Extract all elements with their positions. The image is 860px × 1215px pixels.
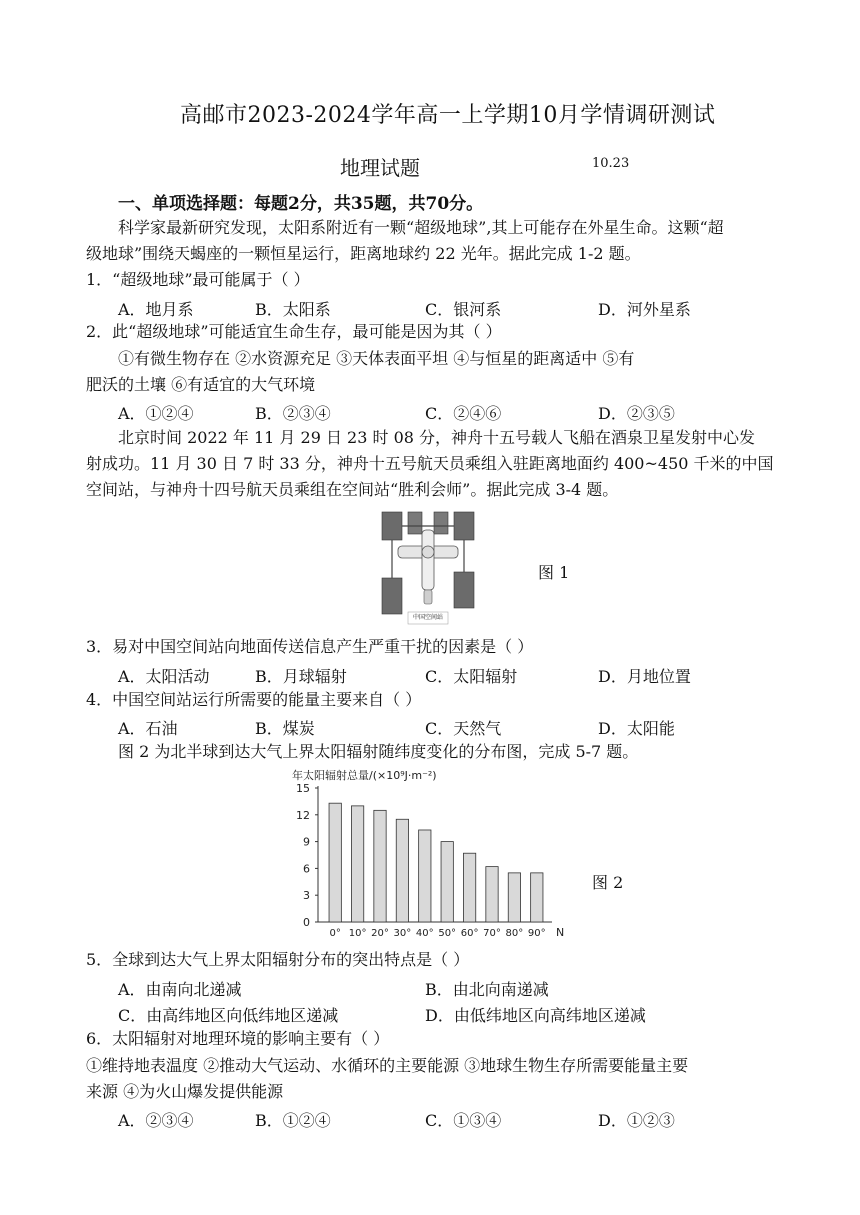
- chart-bar: [508, 873, 520, 922]
- chart-bar: [486, 867, 498, 922]
- question-2-items-line-1: ①有微生物存在 ②水资源充足 ③天体表面平坦 ④与恒星的距离适中 ⑤有: [118, 349, 635, 368]
- question-6-items-line-1: ①维持地表温度 ②推动大气运动、水循环的主要能源 ③地球生物生存所需要能量主要: [86, 1056, 689, 1075]
- chart-bar: [463, 853, 475, 922]
- question-5-option-c: C．由高纬地区向低纬地区递减: [118, 1006, 339, 1025]
- passage-2-line-2: 射成功。11 月 30 日 7 时 33 分，神舟十五号航天员乘组入驻距离地面约 400~450 千米的中国: [86, 454, 774, 473]
- figure-1-caption: 图 1: [538, 563, 570, 582]
- question-1-option-c: C．银河系: [425, 300, 502, 319]
- question-2-items-line-2: 肥沃的土壤 ⑥有适宜的大气环境: [86, 375, 316, 394]
- question-2-option-d: D．②③⑤: [598, 404, 675, 423]
- chart-y-axis-label: 年太阳辐射总量/(×10⁹J·m⁻²): [292, 769, 437, 782]
- question-1-option-a: A．地月系: [118, 300, 194, 319]
- question-6-option-d: D．①②③: [598, 1111, 675, 1130]
- chart-plot-area: [296, 782, 564, 939]
- question-1-stem: 1．“超级地球”最可能属于（ ）: [86, 270, 310, 289]
- space-station-image: [378, 508, 478, 628]
- question-3-option-b: B．月球辐射: [255, 667, 347, 686]
- passage-2-line-3: 空间站，与神舟十四号航天员乘组在空间站“胜利会师”。据此完成 3-4 题。: [86, 480, 619, 499]
- chart-x-tick-label: 10°: [348, 928, 367, 939]
- question-3-stem: 3．易对中国空间站向地面传送信息产生严重干扰的因素是（ ）: [86, 637, 534, 656]
- figure-2-caption: 图 2: [592, 873, 624, 892]
- question-3-option-a: A．太阳活动: [118, 667, 210, 686]
- question-6-items-line-2: 来源 ④为火山爆发提供能源: [86, 1082, 284, 1101]
- chart-x-tick-label: 40°: [415, 928, 434, 939]
- chart-y-tick-label: 15: [296, 782, 310, 795]
- question-2-option-a: A．①②④: [118, 404, 194, 423]
- solar-radiation-chart: [288, 764, 568, 944]
- chart-y-tick-label: 0: [303, 916, 310, 929]
- question-5-stem: 5．全球到达大气上界太阳辐射分布的突出特点是（ ）: [86, 950, 470, 969]
- question-4-stem: 4．中国空间站运行所需要的能量主要来自（ ）: [86, 690, 422, 709]
- chart-x-tick-label: 90°: [527, 928, 546, 939]
- question-4-option-a: A．石油: [118, 719, 178, 738]
- section-heading: 一、单项选择题：每题2分，共35题，共70分。: [118, 194, 484, 214]
- question-5-option-a: A．由南向北递减: [118, 980, 242, 999]
- question-3-option-d: D．月地位置: [598, 667, 691, 686]
- chart-x-tick-label: 80°: [505, 928, 524, 939]
- exam-subtitle: 地理试题: [340, 156, 420, 180]
- chart-x-tick-label: 20°: [371, 928, 389, 939]
- chart-bar: [351, 806, 363, 922]
- exam-title: 高邮市2023-2024学年高一上学期10月学情调研测试: [180, 103, 716, 128]
- passage-1-line-1: 科学家最新研究发现，太阳系附近有一颗“超级地球”,其上可能存在外星生命。这颗“超: [118, 218, 724, 237]
- chart-x-tick-label: 50°: [438, 928, 457, 939]
- question-4-option-c: C．天然气: [425, 719, 502, 738]
- chart-bar: [531, 873, 543, 922]
- chart-bar: [419, 830, 431, 922]
- exam-date: 10.23: [592, 156, 630, 171]
- chart-y-tick-label: 9: [303, 835, 310, 849]
- question-6-option-b: B．①②④: [255, 1111, 331, 1130]
- question-5-option-b: B．由北向南递减: [425, 980, 549, 999]
- chart-y-tick-label: 12: [296, 808, 310, 822]
- passage-1-line-2: 级地球”围绕天蝎座的一颗恒星运行，距离地球约 22 光年。据此完成 1-2 题。: [86, 244, 641, 263]
- question-2-option-b: B．②③④: [255, 404, 331, 423]
- chart-y-tick-label: 3: [303, 889, 310, 903]
- chart-bar: [329, 803, 341, 922]
- question-6-option-c: C．①③④: [425, 1111, 502, 1130]
- chart-x-axis-label: N: [556, 926, 565, 939]
- question-5-option-d: D．由低纬地区向高纬地区递减: [425, 1006, 646, 1025]
- question-6-option-a: A．②③④: [118, 1111, 194, 1130]
- chart-x-tick-label: 30°: [393, 928, 412, 939]
- question-2-option-c: C．②④⑥: [425, 404, 502, 423]
- passage-2-line-1: 北京时间 2022 年 11 月 29 日 23 时 08 分，神舟十五号载人飞船在酒泉卫星发射中心发: [118, 428, 756, 447]
- chart-bar: [441, 842, 453, 922]
- question-4-option-d: D．太阳能: [598, 719, 675, 738]
- chart-x-tick-label: 60°: [460, 928, 479, 939]
- chart-bar: [374, 810, 386, 922]
- chart-y-tick-label: 6: [303, 862, 310, 876]
- chart-x-tick-label: 0°: [329, 928, 341, 939]
- chart-x-tick-label: 70°: [483, 928, 501, 939]
- question-2-stem: 2．此“超级地球”可能适宜生命生存，最可能是因为其（ ）: [86, 322, 502, 341]
- question-1-option-b: B．太阳系: [255, 300, 331, 319]
- question-6-stem: 6．太阳辐射对地理环境的影响主要有（ ）: [86, 1029, 390, 1048]
- question-4-option-b: B．煤炭: [255, 719, 315, 738]
- passage-3-line-1: 图 2 为北半球到达大气上界太阳辐射随纬度变化的分布图，完成 5-7 题。: [118, 742, 639, 761]
- chart-bar: [396, 819, 408, 922]
- question-1-option-d: D．河外星系: [598, 300, 691, 319]
- question-3-option-c: C．太阳辐射: [425, 667, 518, 686]
- space-station-label: 中国空间站: [412, 614, 443, 621]
- space-station-drawing: [378, 508, 478, 628]
